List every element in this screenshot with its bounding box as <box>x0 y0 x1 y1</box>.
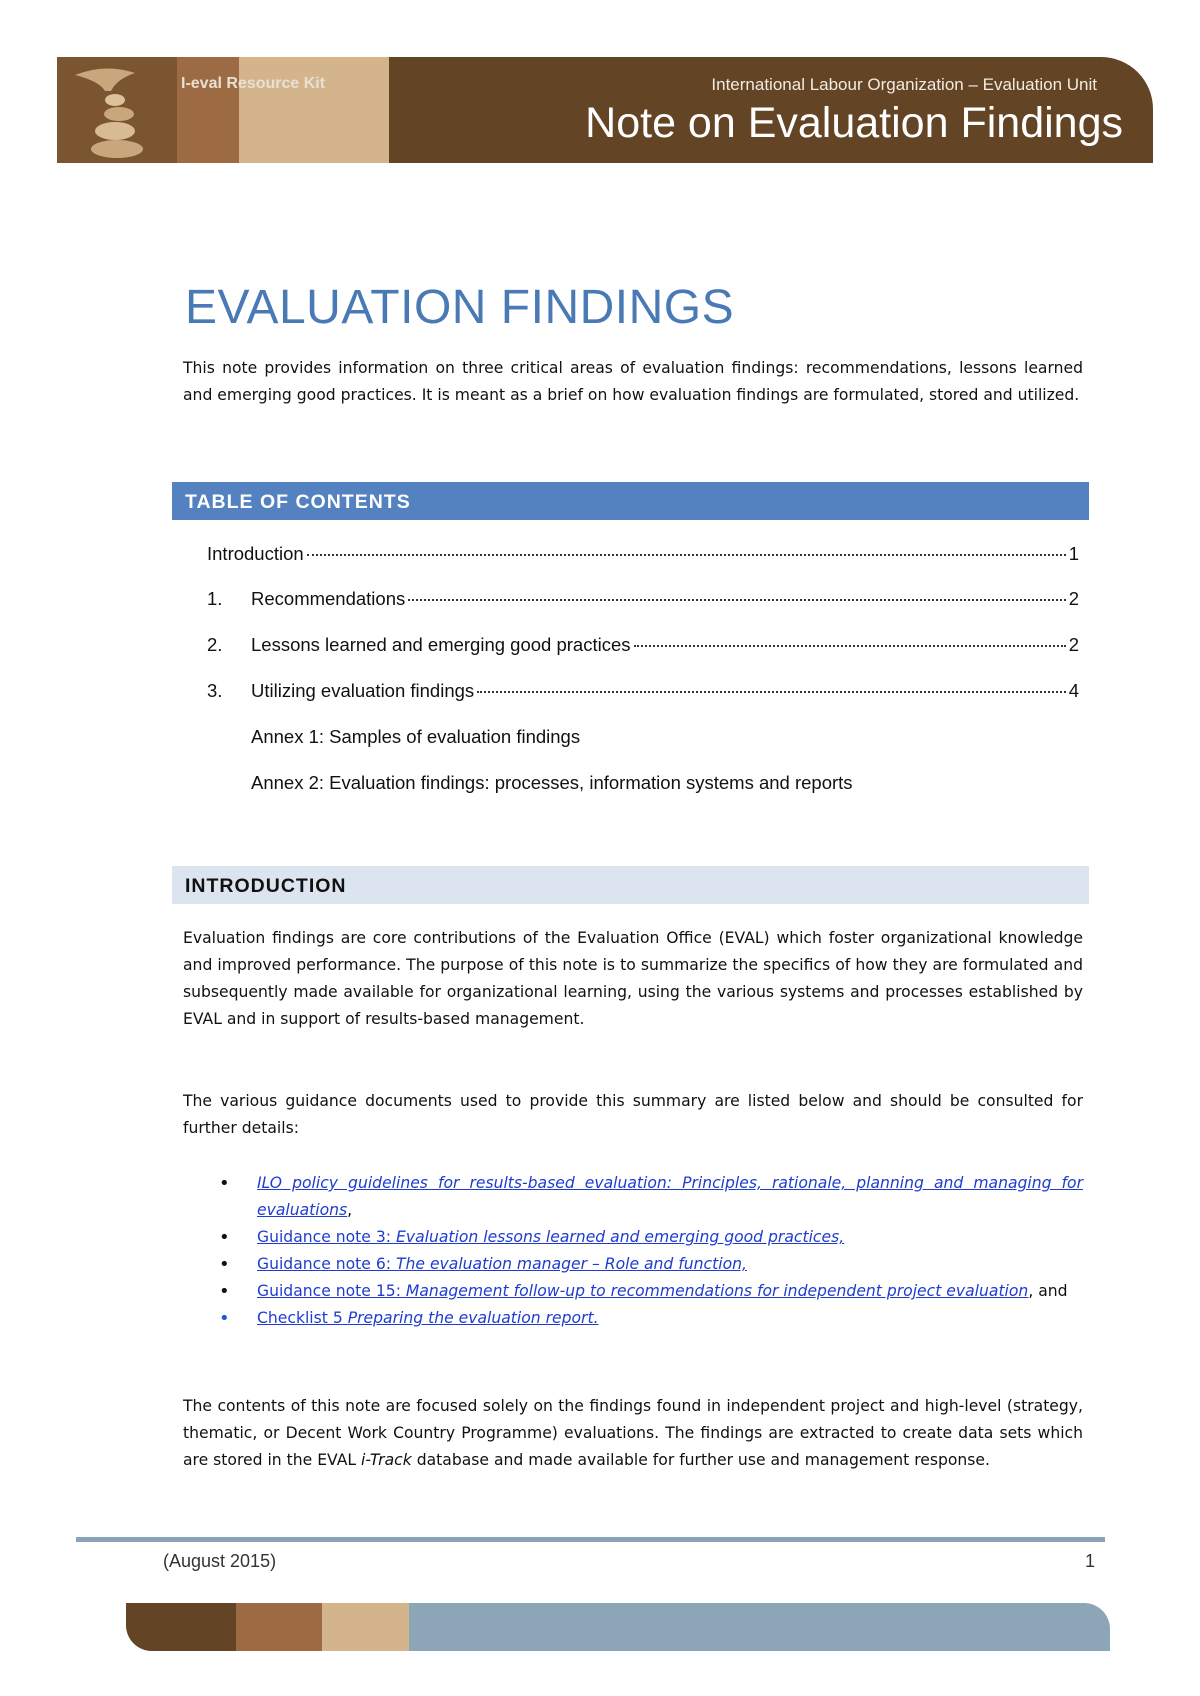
reference-suffix: , <box>347 1201 353 1219</box>
reference-link-title: Evaluation lessons learned and emerging good practices, <box>396 1228 845 1246</box>
reference-link-checklist-5[interactable] <box>257 1309 599 1327</box>
organization-label: International Labour Organization – Evaluation Unit <box>711 75 1097 94</box>
toc-entry-lessons-learned[interactable] <box>207 634 1079 660</box>
reference-link-title: Management follow-up to recommendations for independent project evaluation <box>405 1282 1029 1300</box>
reference-link-prefix: Guidance note 3: <box>257 1228 392 1246</box>
page-number: 1 <box>1085 1551 1096 1571</box>
toc-entry-recommendations[interactable] <box>207 588 1079 614</box>
toc-leader-dots <box>307 554 1066 556</box>
toc-entry-number: 1. <box>207 588 223 609</box>
page-title: EVALUATION FINDINGS <box>185 281 735 334</box>
toc-entry-label: Introduction <box>207 543 304 564</box>
reference-link-policy-guidelines[interactable]: ILO policy guidelines for results-based evaluation: Principles, rationale, planning and managing for evaluations <box>257 1174 1083 1219</box>
toc-entry-page: 2 <box>1068 634 1079 655</box>
toc-entry-introduction[interactable] <box>207 543 1079 569</box>
toc-entry-number: 2. <box>207 634 223 655</box>
footer-band-segment <box>126 1603 236 1651</box>
banner-segment-mid <box>177 57 239 163</box>
toc-leader-dots <box>634 645 1066 647</box>
toc-entry-label: Recommendations <box>251 588 406 609</box>
list-item <box>183 1305 1083 1332</box>
reference-suffix: , and <box>1028 1282 1068 1300</box>
footer-rule <box>76 1537 1105 1542</box>
intro-paragraph: This note provides information on three critical areas of evaluation findings: recommendations, lessons learned and emerging good practices. It is meant as a brief on how evaluation findings are formulated, stored and utilized. <box>183 359 1083 404</box>
toc-heading-bar <box>172 482 1089 520</box>
reference-link-guidance-note-6[interactable] <box>257 1255 747 1273</box>
toc-entry-page: 2 <box>1068 588 1079 609</box>
reference-link-guidance-note-3[interactable] <box>257 1228 844 1246</box>
introduction-paragraph-3 <box>183 1393 1083 1474</box>
stacked-stones-icon <box>65 61 175 161</box>
footer-band-segment <box>322 1603 409 1651</box>
introduction-heading-bar <box>172 866 1089 904</box>
list-item <box>183 1251 1083 1278</box>
footer-band-segment <box>236 1603 322 1651</box>
toc-leader-dots <box>477 691 1066 693</box>
toc-annex-1[interactable]: Annex 1: Samples of evaluation findings <box>251 726 581 747</box>
reference-link-guidance-note-15[interactable] <box>257 1282 1028 1300</box>
itrack-name: i-Track <box>361 1451 412 1469</box>
reference-list <box>183 1170 1083 1332</box>
footer-date: (August 2015) <box>163 1551 277 1571</box>
toc-entry-page: 4 <box>1068 680 1079 701</box>
paragraph-text: database and made available for further use and management response. <box>411 1451 990 1469</box>
reference-link-prefix: Guidance note 15: <box>257 1282 401 1300</box>
footer-band <box>126 1603 1110 1651</box>
toc-entry-number: 3. <box>207 680 223 701</box>
banner-segment-light <box>239 57 389 163</box>
toc-entry-label: Utilizing evaluation findings <box>251 680 475 701</box>
reference-link-title: The evaluation manager – Role and function, <box>396 1255 747 1273</box>
paragraph-text: The contents of this note are focused solely on the findings found in independent project and high-level (strategy, thematic, or Decent Work Country Programme) evaluations. The findings are extracted to create data sets which are stored in the EVAL <box>183 1397 1083 1469</box>
introduction-paragraph-2: The various guidance documents used to provide this summary are listed below and should be consulted for further details: <box>183 1092 1083 1137</box>
header-banner <box>57 57 1153 163</box>
list-item <box>183 1170 1083 1224</box>
document-title: Note on Evaluation Findings <box>585 99 1123 147</box>
introduction-paragraph-1: Evaluation findings are core contributions of the Evaluation Office (EVAL) which foster organizational knowledge and improved performance. The purpose of this note is to summarize the specifics of how they are formulated and subsequently made available for organizational learning, using the various systems and processes established by EVAL and in support of results-based management. <box>183 929 1083 1028</box>
toc-entry-label: Lessons learned and emerging good practices <box>251 634 631 655</box>
reference-link-prefix: Checklist 5 <box>257 1309 343 1327</box>
reference-link-prefix: Guidance note 6: <box>257 1255 392 1273</box>
resource-kit-label: I-eval Resource Kit <box>181 75 326 92</box>
toc-entry-utilizing-findings[interactable] <box>207 680 1079 706</box>
toc-entry-page: 1 <box>1068 543 1079 564</box>
toc-leader-dots <box>408 599 1065 601</box>
reference-link-title: Preparing the evaluation report. <box>347 1309 599 1327</box>
toc-heading: TABLE OF CONTENTS <box>185 491 411 513</box>
toc-annex-2[interactable]: Annex 2: Evaluation findings: processes, information systems and reports <box>251 772 853 793</box>
list-item <box>183 1278 1083 1305</box>
introduction-heading: INTRODUCTION <box>185 875 347 897</box>
list-item <box>183 1224 1083 1251</box>
